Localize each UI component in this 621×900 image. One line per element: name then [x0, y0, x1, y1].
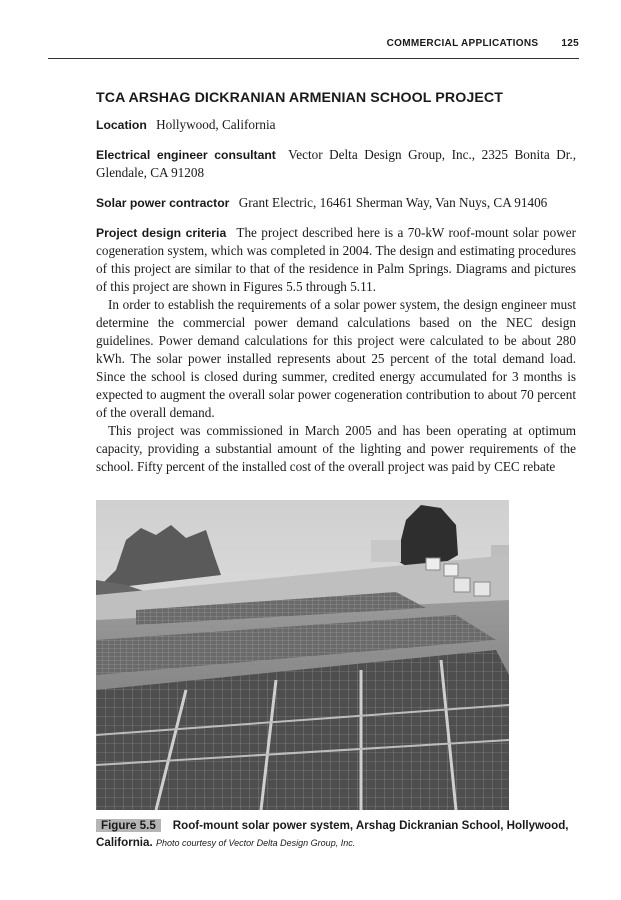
location-label: Location: [96, 118, 147, 132]
article-title: TCA ARSHAG DICKRANIAN ARMENIAN SCHOOL PROJECT: [96, 90, 504, 106]
page-number: 125: [561, 38, 579, 49]
engineer-line: [96, 146, 576, 182]
contractor-value: Grant Electric, 16461 Sherman Way, Van Nuys, CA 91406: [238, 195, 548, 210]
criteria-paragraph: [96, 224, 576, 296]
criteria-label: Project design criteria: [96, 226, 227, 240]
figure-caption-text: Roof-mount solar power system, Arshag Dickranian School, Hollywood, California.: [96, 819, 569, 849]
section-title: COMMERCIAL APPLICATIONS: [386, 38, 539, 49]
body-paragraph-2: In order to establish the requirements of a solar power system, the design engineer must determine the commercial power demand calculations based on the NEC design guidelines. Power demand calculations for this project were calculated to be about 280 kWh. The solar power installed represents about 25 percent of the total demand load. Since the school is closed during summer, credited energy accumulated for 3 months is expected to augment the overall solar power cogeneration contribution to about 70 percent of the overall demand.: [96, 297, 576, 420]
photo-credit: Photo courtesy of Vector Delta Design Group, Inc.: [155, 838, 356, 848]
solar-panel-photo: [96, 500, 509, 810]
figure-caption: [96, 817, 576, 852]
contractor-label: Solar power contractor: [96, 196, 230, 210]
engineer-value: Vector Delta Design Group, Inc., 2325 Bonita Dr., Glendale, CA 91208: [96, 147, 576, 180]
figure-label: Figure 5.5: [96, 819, 161, 832]
engineer-label: Electrical engineer consultant: [96, 148, 276, 162]
criteria-text: The project described here is a 70-kW roof-mount solar power cogeneration system, which was completed in 2004. The design and estimating procedures of this project are similar to that of the residence in Palm Springs. Diagrams and pictures of this project are shown in Figures 5.5 through 5.11.: [96, 225, 576, 294]
contractor-line: [96, 194, 576, 212]
body-paragraph-3: This project was commissioned in March 2005 and has been operating at optimum capacity, providing a substantial amount of the lighting and power requirements of the school. Fifty percent of the installed cost of the overall project was paid by CEC rebate: [96, 423, 576, 474]
location-line: [96, 116, 576, 134]
article-body: [96, 90, 576, 476]
running-head: [48, 38, 579, 59]
location-value: Hollywood, California: [156, 117, 276, 132]
